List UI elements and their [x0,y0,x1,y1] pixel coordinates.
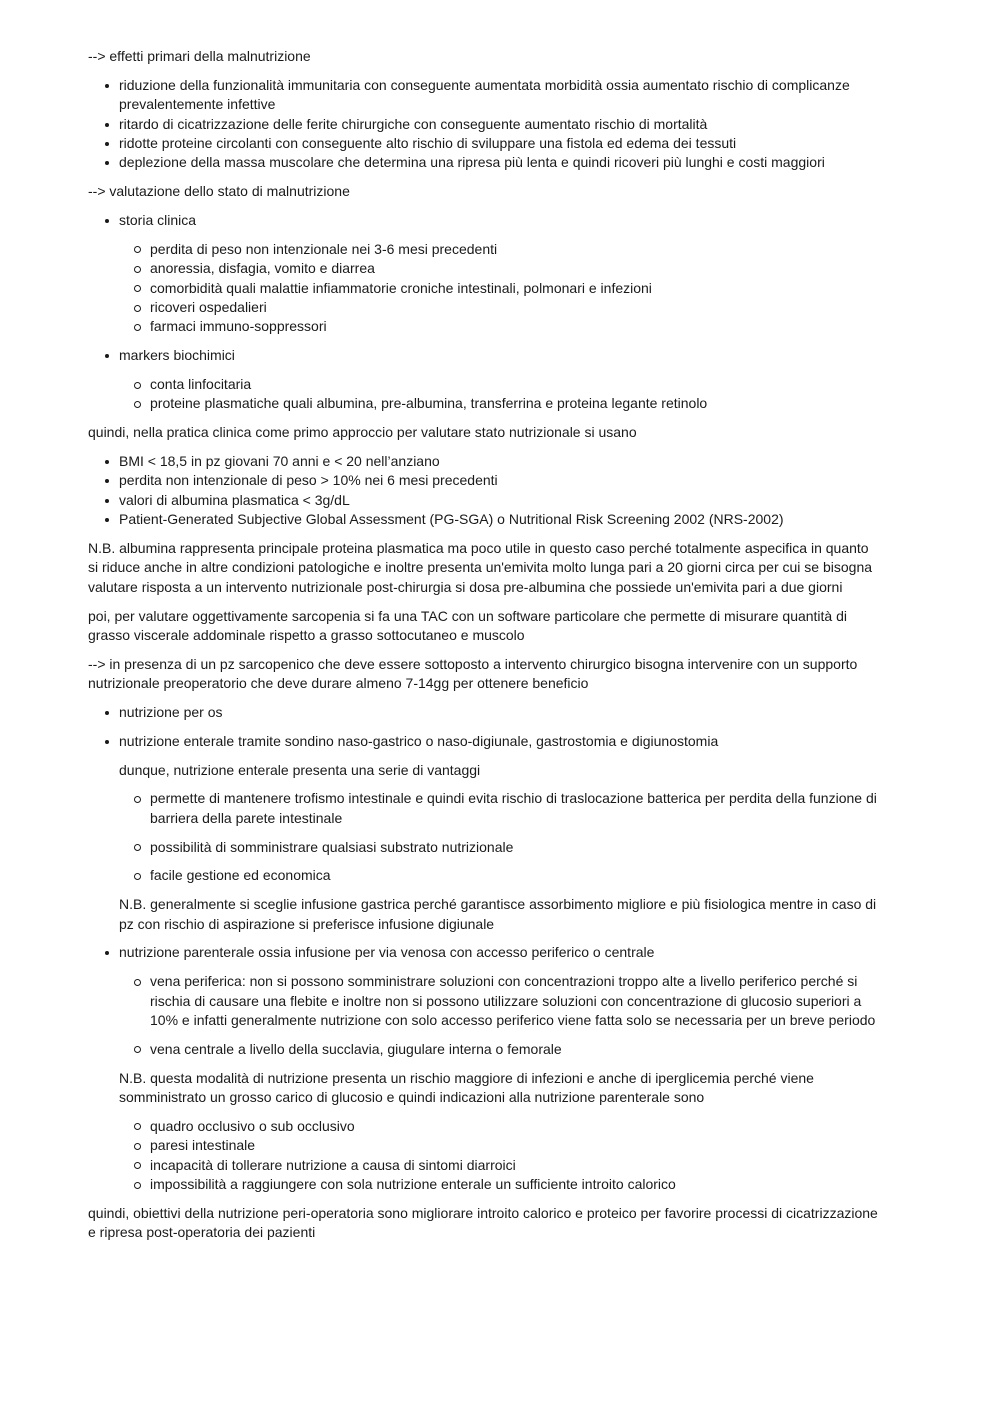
markers-sublist [119,375,878,414]
list-item: impossibilità a raggiungere con sola nutrizione enterale un sufficiente introito calorico [119,1175,878,1194]
storia-clinica-sublist [119,240,878,337]
list-item-markers [88,346,878,414]
list-item: vena centrale a livello della succlavia, giugulare interna o femorale [119,1040,878,1059]
list-item-storia-clinica [88,211,878,337]
list-item: permette di mantenere trofismo intestinale e quindi evita rischio di traslocazione batterica per perdita della funzione di barriera della parete intestinale [119,789,878,828]
list-item: paresi intestinale [119,1136,878,1155]
list-item: Patient-Generated Subjective Global Assessment (PG-SGA) o Nutritional Risk Screening 2002 (NRS-2002) [88,510,878,529]
list-item: valori di albumina plasmatica < 3g/dL [88,491,878,510]
list-item: incapacità di tollerare nutrizione a causa di sintomi diarroici [119,1156,878,1175]
list-item: anoressia, disfagia, vomito e diarrea [119,259,878,278]
heading-effetti-primari: --> effetti primari della malnutrizione [88,48,311,64]
enterale-label: nutrizione enterale tramite sondino naso-gastrico o naso-digiunale, gastrostomia e digiunostomia [119,732,719,749]
list-item: perdita non intenzionale di peso > 10% nei 6 mesi precedenti [88,471,878,490]
nb-albumina: N.B. albumina rappresenta principale proteina plasmatica ma poco utile in questo caso perché totalmente aspecifica in quanto si riduce anche in altre condizioni patologiche e inoltre presenta un'emivita molto lunga pari a 20 giorni circa per cui se bisogna valutare risposta a un intervento nutrizionale post-chirurgia si dosa pre-albumina che possiede un'emivita pari a due giorni [88,540,873,595]
criteri-list [88,452,878,530]
document-page [88,47,878,1252]
accesso-sublist [119,972,878,1059]
list-item: comorbidità quali malattie infiammatorie croniche intestinali, polmonari e infezioni [119,279,878,298]
enterale-intro: dunque, nutrizione enterale presenta una serie di vantaggi [119,761,481,778]
markers-label: markers biochimici [119,347,235,364]
vantaggi-sublist [119,789,878,885]
parenterale-label: nutrizione parenterale ossia infusione per via venosa con accesso periferico o centrale [119,944,655,961]
conclusion: quindi, obiettivi della nutrizione peri-operatoria sono migliorare introito calorico e proteico per favorire processi di cicatrizzazione e ripresa post-operatoria dei pazienti [88,1204,878,1241]
list-item: perdita di peso non intenzionale nei 3-6 mesi precedenti [119,240,878,259]
supporto-list [88,703,878,1194]
list-item: vena periferica: non si possono somministrare soluzioni con concentrazioni troppo alte a livello periferico perché si rischia di causare una flebite e inoltre non si possono utilizzare soluzioni con concentrazione di glucosio superiori a 10% e infatti generalmente nutrizione con solo accesso periferico viene fatta solo se necessaria per un breve periodo [119,972,878,1030]
heading-valutazione: --> valutazione dello stato di malnutrizione [88,183,350,200]
tac-paragraph: poi, per valutare oggettivamente sarcopenia si fa una TAC con un software particolare che permette di misurare quantità di grasso viscerale addominale rispetto a grasso sottocutaneo e muscolo [88,607,848,644]
list-item: quadro occlusivo o sub occlusivo [119,1117,878,1136]
storia-clinica-label: storia clinica [119,212,197,229]
list-item: riduzione della funzionalità immunitaria con conseguente aumentata morbidità ossia aumentato rischio di complicanze prevalentemente infettive [88,76,878,115]
list-item: BMI < 18,5 in pz giovani 70 anni e < 20 nell’anziano [88,452,878,471]
list-item: deplezione della massa muscolare che determina una ripresa più lenta e quindi ricoveri più lunghi e costi maggiori [88,153,878,172]
nb-enterale: N.B. generalmente si sceglie infusione gastrica perché garantisce assorbimento migliore e più fisiologica mentre in caso di pz con rischio di aspirazione si preferisce infusione digiunale [119,896,877,932]
pratica-clinica-intro: quindi, nella pratica clinica come primo approccio per valutare stato nutrizionale si usano [88,424,637,441]
valutazione-list [88,211,878,414]
list-item: conta linfocitaria [119,375,878,394]
list-item-parenterale [88,943,878,1194]
list-item-enterale [88,732,878,934]
list-item: ricoveri ospedalieri [119,298,878,317]
list-item: ridotte proteine circolanti con conseguente alto rischio di sviluppare una fistola ed edema dei tessuti [88,134,878,153]
heading-supporto-nutrizionale: --> in presenza di un pz sarcopenico che deve essere sottoposto a intervento chirurgico bisogna intervenire con un supporto nutrizionale preoperatorio che deve durare almeno 7-14gg per ottenere beneficio [88,655,858,692]
nb-parenterale: N.B. questa modalità di nutrizione presenta un rischio maggiore di infezioni e anche di iperglicemia perché viene somministrato un grosso carico di glucosio e quindi indicazioni alla nutrizione parenterale sono [119,1069,814,1106]
list-item: possibilità di somministrare qualsiasi substrato nutrizionale [119,838,878,857]
list-item: ritardo di cicatrizzazione delle ferite chirurgiche con conseguente aumentato rischio di mortalità [88,115,878,134]
indicazioni-sublist [119,1117,878,1195]
list-item: farmaci immuno-soppressori [119,317,878,336]
effetti-list [88,76,878,173]
list-item: proteine plasmatiche quali albumina, pre-albumina, transferrina e proteina legante retinolo [119,394,878,413]
list-item-os: nutrizione per os [88,703,878,722]
list-item: facile gestione ed economica [119,866,878,885]
